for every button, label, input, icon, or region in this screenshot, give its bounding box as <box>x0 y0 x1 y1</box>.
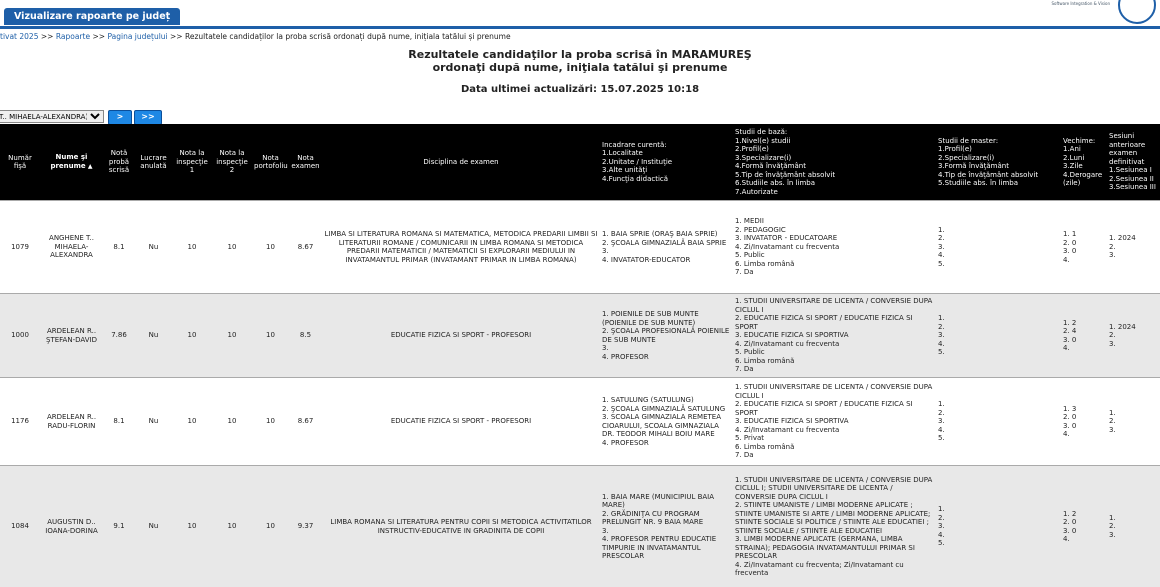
logo-emblem-icon <box>1118 0 1156 24</box>
table-row <box>0 378 1160 466</box>
cell-sesiuni: 1. 2024 2. 3. <box>1107 294 1160 378</box>
col-header-vechime: Vechime: 1.Ani 2.Luni 3.Zile 4.Derogare (zile) <box>1061 124 1107 201</box>
cell-fisa: 1000 <box>0 294 40 378</box>
cell-examen: 8.5 <box>289 294 322 378</box>
cell-nume: ARDELEAN R.. RADU-FLORIN <box>40 378 103 466</box>
cell-insp2: 10 <box>212 201 252 294</box>
cell-studii-master: 1. 2. 3. 4. 5. <box>936 378 1061 466</box>
table-header-row <box>0 124 1160 201</box>
cell-vechime: 1. 3 2. 0 3. 0 4. <box>1061 378 1107 466</box>
page-select[interactable] <box>0 110 104 123</box>
cell-nume: AUGUSTIN D.. IOANA-DORINA <box>40 466 103 587</box>
cell-portofoliu: 10 <box>252 294 289 378</box>
col-header-nume-label[interactable]: Nume şi prenume <box>50 153 87 170</box>
col-header-sesiuni: Sesiuni anterioare examen definitivat 1.Sesiunea I 2.Sesiunea II 3.Sesiunea III <box>1107 124 1160 201</box>
table-row <box>0 466 1160 587</box>
col-header-studii-baza: Studii de bază: 1.Nivel(e) studii 2.Profil(e) 3.Specializare(i) 4.Formă învăţământ 5.Tip de învăţământ absolvit 6.Studiile abs. în limba 7.Autorizate <box>733 124 936 201</box>
cell-vechime: 1. 1 2. 0 3. 0 4. <box>1061 201 1107 294</box>
table-row <box>0 294 1160 378</box>
breadcrumb-separator: >> <box>170 32 183 41</box>
breadcrumb-separator: >> <box>92 32 105 41</box>
col-header-nota-proba: Notă probă scrisă <box>103 124 135 201</box>
cell-nota-proba: 8.1 <box>103 201 135 294</box>
cell-fisa: 1176 <box>0 378 40 466</box>
cell-nota-proba: 7.86 <box>103 294 135 378</box>
cell-fisa: 1079 <box>0 201 40 294</box>
logo <box>1010 0 1160 24</box>
cell-insp1: 10 <box>172 201 212 294</box>
breadcrumb-item-pagina-judetului[interactable]: Pagina județului <box>107 32 167 41</box>
cell-insp1: 10 <box>172 466 212 587</box>
cell-incadrare: 1. BAIA MARE (MUNICIPIUL BAIA MARE) 2. GRĂDINIŢA CU PROGRAM PRELUNGIT NR. 9 BAIA MARE 3. 4. PROFESOR PENTRU EDUCATIE TIMPURIE IN INVATAMANTUL PRESCOLAR <box>600 466 733 587</box>
cell-insp2: 10 <box>212 294 252 378</box>
tab-vizualizare-rapoarte[interactable]: Vizualizare rapoarte pe județ <box>4 8 180 25</box>
sort-asc-icon[interactable]: ▲ <box>88 163 93 170</box>
page-title-line2: ordonaţi după nume, iniţiala tatălui şi prenume <box>0 61 1160 74</box>
cell-studii-master: 1. 2. 3. 4. 5. <box>936 294 1061 378</box>
cell-incadrare: 1. POIENILE DE SUB MUNTE (POIENILE DE SUB MUNTE) 2. ŞCOALA PROFESIONALĂ POIENILE DE SUB MUNTE 3. 4. PROFESOR <box>600 294 733 378</box>
top-bar <box>0 0 1160 29</box>
cell-incadrare: 1. BAIA SPRIE (ORAŞ BAIA SPRIE) 2. ŞCOALA GIMNAZIALĂ BAIA SPRIE 3. 4. INVATATOR-EDUCATOR <box>600 201 733 294</box>
col-header-fisa: Număr fişă <box>0 124 40 201</box>
breadcrumb <box>0 32 511 41</box>
cell-vechime: 1. 2 2. 0 3. 0 4. <box>1061 466 1107 587</box>
col-header-disciplina: Disciplina de examen <box>322 124 600 201</box>
cell-lucrare: Nu <box>135 201 172 294</box>
cell-portofoliu: 10 <box>252 466 289 587</box>
col-header-examen: Nota examen <box>289 124 322 201</box>
cell-nume: ARDELEAN R.. ŞTEFAN-DAVID <box>40 294 103 378</box>
results-table <box>0 124 1160 587</box>
cell-sesiuni: 1. 2024 2. 3. <box>1107 201 1160 294</box>
last-update: Data ultimei actualizări: 15.07.2025 10:18 <box>0 84 1160 95</box>
cell-disciplina: LIMBA SI LITERATURA ROMANA SI MATEMATICA, METODICA PREDARII LIMBII SI LITERATURII ROMANE / COMUNICARII IN LIMBA ROMANA SI METODICA PREDARII MATEMATICII / MATEMATICII SI EXPLORARII MEDIULUI IN INVATAMANTUL PRIMAR (INVATAMANT PRIMAR IN LIMBA ROMANA) <box>322 201 600 294</box>
cell-sesiuni: 1. 2. 3. <box>1107 378 1160 466</box>
col-header-portofoliu: Nota portofoliu <box>252 124 289 201</box>
cell-sesiuni: 1. 2. 3. <box>1107 466 1160 587</box>
breadcrumb-item-home[interactable]: tivat 2025 <box>0 32 38 41</box>
col-header-lucrare: Lucrare anulată <box>135 124 172 201</box>
cell-insp1: 10 <box>172 294 212 378</box>
col-header-insp1: Nota la inspecţie 1 <box>172 124 212 201</box>
cell-fisa: 1084 <box>0 466 40 587</box>
cell-disciplina: EDUCATIE FIZICA SI SPORT - PROFESORI <box>322 294 600 378</box>
cell-studii-baza: 1. MEDII 2. PEDAGOGIC 3. INVATATOR - EDUCATOARE 4. Zi/Invatamant cu frecventa 5. Public 6. Limba română 7. Da <box>733 201 936 294</box>
col-header-studii-master: Studii de master: 1.Profil(e) 2.Specializare(i) 3.Formă învăţământ 4.Tip de învăţământ absolvit 5.Studiile abs. în limba <box>936 124 1061 201</box>
cell-insp2: 10 <box>212 378 252 466</box>
breadcrumb-item-current: Rezultatele candidaților la proba scrisă ordonați după nume, inițiala tatălui și prenume <box>185 32 511 41</box>
cell-examen: 8.67 <box>289 201 322 294</box>
cell-lucrare: Nu <box>135 466 172 587</box>
cell-nume: ANGHENE T.. MIHAELA-ALEXANDRA <box>40 201 103 294</box>
logo-text: Software Integration & Vision <box>1050 1 1110 6</box>
col-header-nume[interactable] <box>40 124 103 201</box>
cell-lucrare: Nu <box>135 378 172 466</box>
cell-nota-proba: 9.1 <box>103 466 135 587</box>
cell-studii-baza: 1. STUDII UNIVERSITARE DE LICENTA / CONVERSIE DUPA CICLUL I; STUDII UNIVERSITARE DE LICENTA / CONVERSIE DUPA CICLUL I 2. STIINTE UMANISTE / LIMBI MODERNE APLICATE ; STIINTE UMANISTE SI ARTE / LIMBI MODERNE APLICATE; STIINTE SOCIALE SI POLITICE / STIINTE ALE EDUCATIEI ; STIINTE SOCIALE / STIINTE ALE EDUCATIEI 3. LIMBI MODERNE APLICATE (GERMANA, LIMBA STRAINA); PEDAGOGIA INVATAMANTULUI PRIMAR SI PRESCOLAR 4. Zi/Invatamant cu frecventa; Zi/Invatamant cu frecventa <box>733 466 936 587</box>
last-page-button[interactable]: >> <box>134 110 162 125</box>
cell-nota-proba: 8.1 <box>103 378 135 466</box>
page-title-line1: Rezultatele candidaţilor la proba scrisă în MARAMUREŞ <box>0 48 1160 61</box>
cell-lucrare: Nu <box>135 294 172 378</box>
cell-vechime: 1. 2 2. 4 3. 0 4. <box>1061 294 1107 378</box>
cell-disciplina: LIMBA ROMANA SI LITERATURA PENTRU COPII SI METODICA ACTIVITATILOR INSTRUCTIV-EDUCATIVE IN GRADINITA DE COPII <box>322 466 600 587</box>
cell-examen: 9.37 <box>289 466 322 587</box>
next-page-button[interactable]: > <box>108 110 132 125</box>
cell-portofoliu: 10 <box>252 378 289 466</box>
cell-studii-baza: 1. STUDII UNIVERSITARE DE LICENTA / CONVERSIE DUPA CICLUL I 2. EDUCATIE FIZICA SI SPORT / EDUCATIE FIZICA SI SPORT 3. EDUCATIE FIZICA SI SPORTIVA 4. Zi/Invatamant cu frecventa 5. Privat 6. Limba română 7. Da <box>733 378 936 466</box>
col-header-incadrare: Incadrare curentă: 1.Localitate 2.Unitate / Instituţie 3.Alte unităţi 4.Funcţia didactică <box>600 124 733 201</box>
page-title <box>0 48 1160 74</box>
cell-studii-master: 1. 2. 3. 4. 5. <box>936 201 1061 294</box>
breadcrumb-item-rapoarte[interactable]: Rapoarte <box>56 32 90 41</box>
cell-studii-baza: 1. STUDII UNIVERSITARE DE LICENTA / CONVERSIE DUPA CICLUL I 2. EDUCATIE FIZICA SI SPORT / EDUCATIE FIZICA SI SPORT 3. EDUCATIE FIZICA SI SPORTIVA 4. Zi/Invatamant cu frecventa 5. Public 6. Limba română 7. Da <box>733 294 936 378</box>
col-header-insp2: Nota la inspecţie 2 <box>212 124 252 201</box>
cell-portofoliu: 10 <box>252 201 289 294</box>
cell-studii-master: 1. 2. 3. 4. 5. <box>936 466 1061 587</box>
cell-insp2: 10 <box>212 466 252 587</box>
cell-examen: 8.67 <box>289 378 322 466</box>
cell-disciplina: EDUCATIE FIZICA SI SPORT - PROFESORI <box>322 378 600 466</box>
table-row <box>0 201 1160 294</box>
cell-incadrare: 1. SATULUNG (SATULUNG) 2. ŞCOALA GIMNAZIALĂ SATULUNG 3. SCOALA GIMNAZIALA REMETEA CIOARULUI, SCOALA GIMNAZIALA DR. TEODOR MIHALI BOIU MARE 4. PROFESOR <box>600 378 733 466</box>
cell-insp1: 10 <box>172 378 212 466</box>
breadcrumb-separator: >> <box>41 32 54 41</box>
